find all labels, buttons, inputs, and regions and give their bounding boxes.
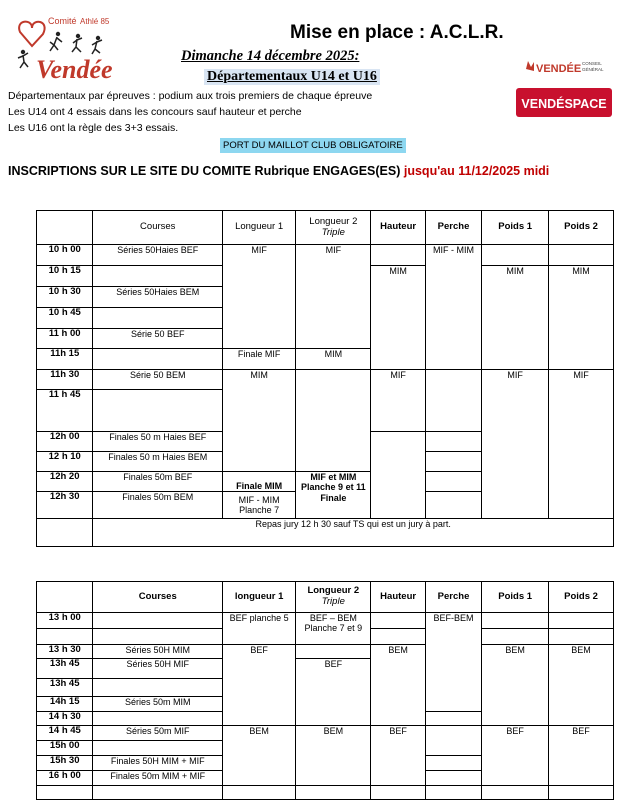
perche-cell xyxy=(425,756,481,771)
time-cell: 12h 00 xyxy=(37,432,93,452)
repas-note: Repas jury 12 h 30 sauf TS qui est un jury à part. xyxy=(93,519,614,547)
header-longueur1: Longueur 1 xyxy=(223,211,296,245)
longueur2-cell: MIM xyxy=(296,349,371,370)
time-cell: 14 h 30 xyxy=(37,712,93,726)
page-title: Mise en place : A.C.L.R. xyxy=(290,22,504,43)
time-cell xyxy=(37,629,93,645)
course-cell: Finales 50 m Haies BEM xyxy=(93,452,223,472)
time-cell: 13 h 30 xyxy=(37,645,93,659)
poids2-cell: MIF xyxy=(549,370,614,519)
longueur2-cell: MIF et MIM Planche 9 et 11 Finale xyxy=(296,472,371,519)
event-category: Départementaux U14 et U16 xyxy=(204,69,380,85)
schedule-table-afternoon xyxy=(36,581,614,800)
poids2-cell xyxy=(549,629,614,645)
perche-cell xyxy=(425,472,481,492)
time-cell: 11 h 00 xyxy=(37,329,93,349)
logo-line1: Comité xyxy=(48,16,77,26)
poids2-cell: BEF xyxy=(549,726,614,786)
empty-cell xyxy=(223,786,296,800)
time-cell: 16 h 00 xyxy=(37,771,93,786)
perche-cell: BEF-BEM xyxy=(425,613,481,712)
course-cell: Finales 50H MIM + MIF xyxy=(93,756,223,771)
time-cell: 15h 00 xyxy=(37,741,93,756)
course-cell xyxy=(93,349,223,370)
course-cell xyxy=(93,629,223,645)
course-cell xyxy=(93,679,223,697)
perche-cell xyxy=(425,771,481,786)
empty-cell xyxy=(371,786,425,800)
header-hauteur: Hauteur xyxy=(371,211,425,245)
header-courses: Courses xyxy=(93,582,223,613)
hauteur-cell xyxy=(371,613,425,629)
perche-cell: MIF - MIM xyxy=(425,245,481,370)
inscriptions-deadline: jusqu'au 11/12/2025 midi xyxy=(403,164,550,178)
poids1-cell: MIM xyxy=(482,266,549,370)
maillot-notice: PORT DU MAILLOT CLUB OBLIGATOIRE xyxy=(220,138,406,153)
repas-empty-cell xyxy=(37,519,93,547)
time-cell: 14h 15 xyxy=(37,697,93,712)
longueur1-cell: MIF - MIM Planche 7 xyxy=(223,492,296,519)
course-cell xyxy=(93,308,223,329)
poids1-cell: BEM xyxy=(482,645,549,726)
course-cell: Séries 50Haies BEM xyxy=(93,287,223,308)
time-cell: 10 h 00 xyxy=(37,245,93,266)
time-cell: 10 h 30 xyxy=(37,287,93,308)
logo-vendee-sub2: GÉNÉRAL xyxy=(582,67,604,72)
event-date: Dimanche 14 décembre 2025: xyxy=(181,48,360,64)
inscriptions-text: INSCRIPTIONS SUR LE SITE DU COMITE Rubrique ENGAGES(ES) xyxy=(8,164,404,178)
header-time xyxy=(37,211,93,245)
info-line-3: Les U16 ont la règle des 3+3 essais. xyxy=(8,122,179,134)
longueur1-cell: BEM xyxy=(223,726,296,786)
inscriptions-line xyxy=(8,164,549,178)
course-cell xyxy=(93,712,223,726)
hauteur-cell: BEM xyxy=(371,645,425,726)
course-cell xyxy=(93,741,223,756)
longueur1-cell: Finale MIF xyxy=(223,349,296,370)
course-cell xyxy=(93,390,223,432)
header-poids1: Poids 1 xyxy=(482,211,549,245)
perche-cell xyxy=(425,492,481,519)
hauteur-cell: MIF xyxy=(371,370,425,432)
logo-vendee-brand: VENDÉE xyxy=(536,63,582,75)
header-longueur2 xyxy=(296,582,371,613)
time-cell: 12h 20 xyxy=(37,472,93,492)
course-cell: Séries 50m MIF xyxy=(93,726,223,741)
time-cell: 12 h 10 xyxy=(37,452,93,472)
poids2-cell xyxy=(549,613,614,629)
course-cell: Finales 50m MIM + MIF xyxy=(93,771,223,786)
course-cell: Séries 50H MIM xyxy=(93,645,223,659)
perche-cell xyxy=(425,712,481,726)
logo-line2: Athlé 85 xyxy=(80,17,110,26)
header-poids1: Poids 1 xyxy=(482,582,549,613)
header-courses: Courses xyxy=(93,211,223,245)
info-line-2: Les U14 ont 4 essais dans les concours sauf hauteur et perche xyxy=(8,106,302,118)
time-cell: 13h 45 xyxy=(37,679,93,697)
time-cell: 11 h 45 xyxy=(37,390,93,432)
poids2-cell: MIM xyxy=(549,266,614,370)
empty-cell xyxy=(93,786,223,800)
time-cell: 11h 30 xyxy=(37,370,93,390)
perche-cell xyxy=(425,370,481,432)
poids1-cell: MIF xyxy=(482,370,549,519)
empty-cell xyxy=(482,786,549,800)
header-poids2: Poids 2 xyxy=(549,211,614,245)
hauteur-cell: MIM xyxy=(371,266,425,370)
poids1-cell xyxy=(482,245,549,266)
poids1-cell xyxy=(482,629,549,645)
course-cell: Finales 50 m Haies BEF xyxy=(93,432,223,452)
schedule-table-morning xyxy=(36,210,614,547)
longueur1-cell: BEF planche 5 xyxy=(223,613,296,645)
longueur2-cell xyxy=(296,645,371,659)
course-cell: Séries 50H MIF xyxy=(93,659,223,679)
perche-cell xyxy=(425,726,481,756)
header-hauteur: Hauteur xyxy=(371,582,425,613)
perche-cell xyxy=(425,432,481,452)
course-cell xyxy=(93,613,223,629)
course-cell: Série 50 BEM xyxy=(93,370,223,390)
poids1-cell: BEF xyxy=(482,726,549,786)
time-cell: 12h 30 xyxy=(37,492,93,519)
header-longueur1: longueur 1 xyxy=(223,582,296,613)
longueur1-cell: MIF xyxy=(223,245,296,349)
hauteur-cell xyxy=(371,629,425,645)
header-longueur2-label: Longueur 2 xyxy=(307,585,360,597)
header-poids2: Poids 2 xyxy=(549,582,614,613)
course-cell: Finales 50m BEF xyxy=(93,472,223,492)
logo-vendee-venue: VENDÉSPACE xyxy=(521,97,607,111)
longueur2-cell: BEF – BEM Planche 7 et 9 xyxy=(296,613,371,645)
header-longueur2-sub: Triple xyxy=(321,226,345,238)
header-perche: Perche xyxy=(425,211,481,245)
comite-athle-85-logo xyxy=(10,12,122,84)
time-cell: 13 h 00 xyxy=(37,613,93,629)
header-longueur2-sub: Triple xyxy=(321,596,345,607)
poids2-cell: BEM xyxy=(549,645,614,726)
empty-cell xyxy=(549,786,614,800)
longueur2-cell: BEM xyxy=(296,726,371,786)
header-time xyxy=(37,582,93,613)
logo-name: Vendée xyxy=(36,55,113,84)
longueur1-cell: Finale MIM xyxy=(223,472,296,492)
longueur1-cell: MIM xyxy=(223,370,296,472)
time-cell: 11h 15 xyxy=(37,349,93,370)
poids2-cell xyxy=(549,245,614,266)
time-cell: 15h 30 xyxy=(37,756,93,771)
header-longueur2-label: Longueur 2 xyxy=(309,215,358,227)
hauteur-cell xyxy=(371,245,425,266)
course-cell xyxy=(93,266,223,287)
course-cell: Séries 50Haies BEF xyxy=(93,245,223,266)
longueur2-cell: BEF xyxy=(296,659,371,726)
time-cell: 14 h 45 xyxy=(37,726,93,741)
info-line-1: Départementaux par épreuves : podium aux trois premiers de chaque épreuve xyxy=(8,90,373,102)
header-longueur2 xyxy=(296,211,371,245)
header-perche: Perche xyxy=(425,582,481,613)
course-cell: Finales 50m BEM xyxy=(93,492,223,519)
course-cell: Séries 50m MIM xyxy=(93,697,223,712)
time-cell: 10 h 45 xyxy=(37,308,93,329)
empty-cell xyxy=(425,786,481,800)
poids1-cell xyxy=(482,613,549,629)
time-cell: 13h 45 xyxy=(37,659,93,679)
time-cell: 10 h 15 xyxy=(37,266,93,287)
longueur2-cell xyxy=(296,370,371,472)
vendee-conseil-general-logo xyxy=(516,55,612,117)
empty-cell xyxy=(37,786,93,800)
empty-cell xyxy=(296,786,371,800)
hauteur-cell: BEF xyxy=(371,726,425,786)
perche-cell xyxy=(425,452,481,472)
longueur2-cell: MIF xyxy=(296,245,371,349)
hauteur-cell xyxy=(371,432,425,519)
longueur1-cell: BEF xyxy=(223,645,296,726)
logo-vendee-sub1: CONSEIL xyxy=(582,61,602,66)
course-cell: Série 50 BEF xyxy=(93,329,223,349)
